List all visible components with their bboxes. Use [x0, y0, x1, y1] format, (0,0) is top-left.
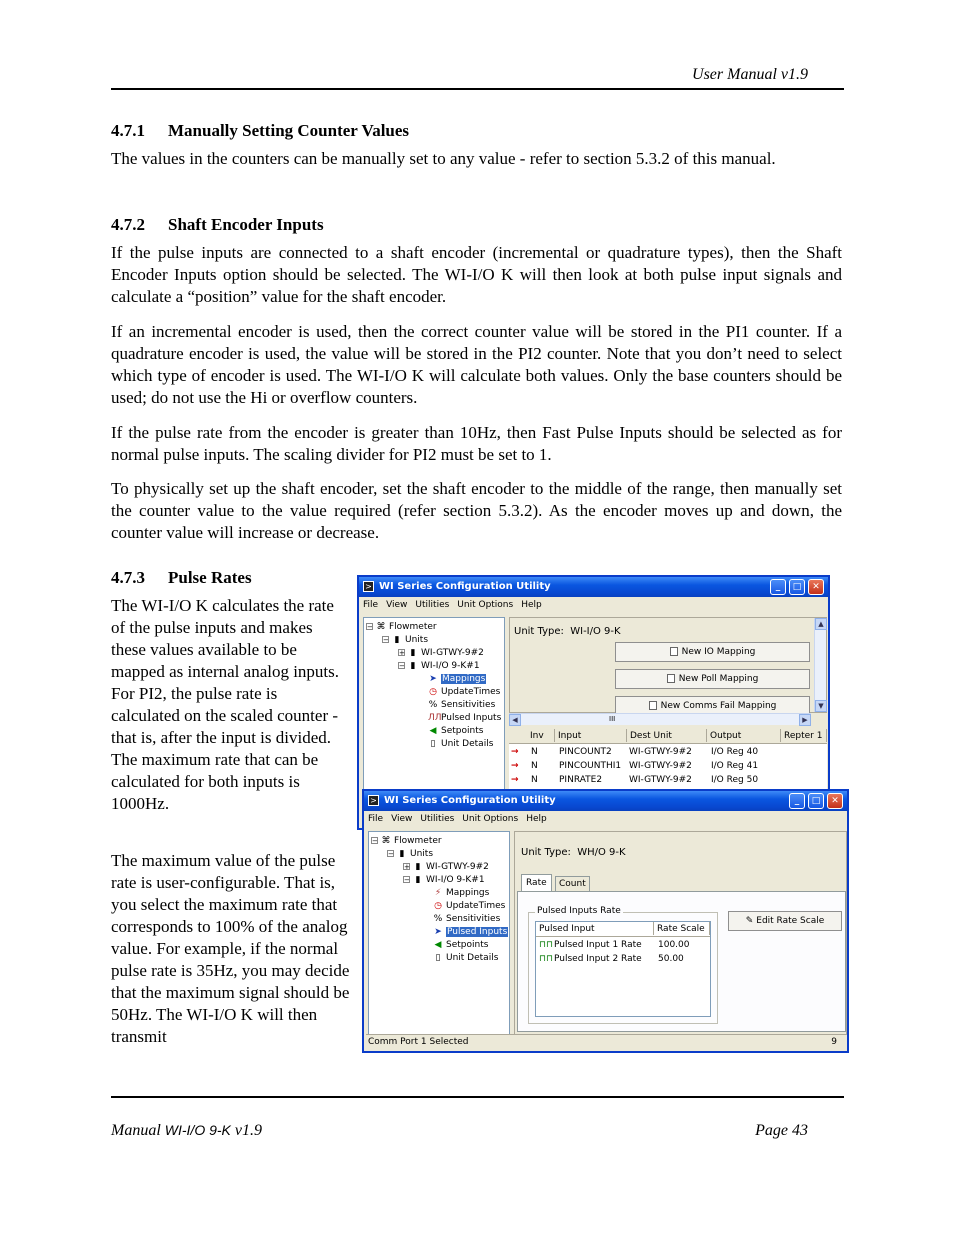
tree-node-units[interactable]: − ▮ Units [383, 634, 429, 645]
tab-rate[interactable]: Rate [521, 874, 552, 891]
clock-icon: ◷ [429, 686, 437, 697]
tree-item-unit-details[interactable]: ▯ Unit Details [428, 738, 493, 751]
close-button[interactable]: ✕ [808, 579, 824, 595]
percent-icon: % [433, 913, 443, 924]
details-icon: ▯ [435, 952, 441, 963]
pulsed-inputs-rate-group [528, 906, 718, 1024]
new-io-mapping-button[interactable]: New IO Mapping [615, 642, 810, 662]
paragraph: The values in the counters can be manually set to any value - refer to section 5.3.2 of this manual. [111, 149, 776, 168]
col-rate-scale[interactable]: Rate Scale [654, 922, 710, 935]
paragraph: The WI-I/O K calculates the rate of the pulse inputs and makes these values available to be mapped as internal analog inputs. For PI2, the pulse rate is calculated on the scaled counter - that is, after the input is divided. The maximum rate that can be calculated for both inputs is 1000Hz. [111, 596, 340, 813]
document-icon [649, 701, 657, 710]
menu-help[interactable]: Help [521, 600, 542, 610]
tree-node-io-unit[interactable]: − ▮ WI-I/O 9-K#1 [404, 874, 485, 885]
edit-rate-scale-button[interactable]: ✎ Edit Rate Scale [728, 911, 842, 931]
menu-utilities[interactable]: Utilities [415, 600, 450, 610]
tree-item-updatetimes[interactable]: ◷ UpdateTimes [429, 686, 501, 697]
scroll-right-icon[interactable]: ▶ [799, 714, 811, 726]
group-title: Pulsed Inputs Rate [537, 906, 621, 916]
scroll-down-icon[interactable]: ▼ [815, 700, 827, 712]
details-icon: ▯ [430, 738, 436, 749]
status-right: 9 [831, 1037, 837, 1047]
table-header [509, 729, 827, 744]
setpoints-icon: ◀ [434, 939, 442, 950]
tree-item-unit-details[interactable]: ▯ Unit Details [433, 952, 498, 965]
section-title: Manually Setting Counter Values [168, 121, 410, 140]
close-button[interactable]: ✕ [827, 793, 843, 809]
footer-left: Manual WI-I/O 9-K v1.9 [111, 1122, 263, 1139]
minimize-button[interactable]: _ [770, 579, 786, 595]
scroll-up-icon[interactable]: ▲ [815, 618, 827, 630]
col-output[interactable]: Output [707, 729, 781, 742]
menu-help[interactable]: Help [526, 814, 547, 824]
col-dest-unit[interactable]: Dest Unit [627, 729, 707, 742]
tree-item-mappings[interactable]: ➤ Mappings [429, 673, 486, 684]
menu-bar [359, 597, 828, 613]
section-number: 4.7.2 [111, 215, 145, 234]
title-bar [359, 577, 828, 597]
window-title: WI Series Configuration Utility [384, 795, 556, 806]
table-row[interactable]: → N PINCOUNTHI1 WI-GTWY-9#2 I/O Reg 41 [511, 761, 759, 771]
menu-view[interactable]: View [386, 600, 408, 610]
mapping-arrow-icon: → [511, 761, 519, 771]
tree-node-units[interactable]: − ▮ Units [388, 848, 434, 859]
tab-panel [517, 891, 846, 1032]
scroll-left-icon[interactable]: ◀ [509, 714, 521, 726]
tree-node-flowmeter[interactable]: − ⌘ Flowmeter [372, 835, 442, 846]
pulse-icon: ⊓⊓ [539, 954, 554, 964]
section-number: 4.7.1 [111, 121, 145, 140]
paragraph: If an incremental encoder is used, then the correct counter value will be stored in the PI1 counter. If a quadrature encoder is used, the value will be stored in the PI2 counter. Note that you don’t need to select which type of encoder is used. The WI-I/O K will calculate both values. Only the base counters should be used; do not use the Hi or overflow counters. [111, 322, 842, 407]
section-title: Pulse Rates [168, 568, 252, 587]
tree-node-flowmeter[interactable]: − ⌘ Flowmeter [367, 621, 437, 632]
col-pulsed-input[interactable]: Pulsed Input [536, 922, 654, 935]
pulse-arrow-icon: ➤ [434, 926, 442, 937]
app-icon: > [368, 795, 379, 806]
window-title: WI Series Configuration Utility [379, 581, 551, 592]
table-row[interactable]: → N PINRATE2 WI-GTWY-9#2 I/O Reg 50 [511, 775, 759, 785]
tree-item-mappings[interactable]: ⚡ Mappings [434, 887, 490, 898]
mapping-arrow-icon: → [511, 775, 519, 785]
col-inv[interactable]: Inv [527, 729, 555, 742]
scroll-thumb[interactable]: III [609, 715, 616, 723]
rate-table [535, 921, 711, 1017]
status-text: Comm Port 1 Selected [368, 1037, 469, 1047]
config-window-pulsed-inputs [362, 789, 849, 1053]
section-title: Shaft Encoder Inputs [168, 215, 324, 234]
footer-rule [111, 1096, 844, 1098]
mapping-arrow-icon: → [511, 747, 519, 757]
table-row[interactable]: → N PINCOUNT2 WI-GTWY-9#2 I/O Reg 40 [511, 747, 759, 757]
section-number: 4.7.3 [111, 568, 145, 587]
percent-icon: % [428, 699, 438, 710]
unit-type: Unit Type: WH/O 9-K [521, 847, 626, 858]
pulse-icon: ЛЛ [428, 712, 442, 723]
tree-item-setpoints[interactable]: ◀ Setpoints [434, 939, 489, 950]
new-poll-mapping-button[interactable]: New Poll Mapping [615, 669, 810, 689]
paragraph: The maximum value of the pulse rate is user-configurable. That is, you select the maximum rate that corresponds to 100% of the analog value. For example, if the normal pulse rate is 35Hz, you may decide that the maximum signal should be 50Hz. The WI-I/O K will then transmit [111, 851, 350, 1046]
col-repeater[interactable]: Repter 1 [781, 729, 827, 742]
heading-4-7-2 [111, 215, 324, 235]
device-icon: ▮ [410, 647, 416, 658]
menu-view[interactable]: View [391, 814, 413, 824]
menu-unit-options[interactable]: Unit Options [457, 600, 514, 610]
tree-node-gateway[interactable]: + ▮ WI-GTWY-9#2 [399, 647, 484, 658]
maximize-button[interactable]: □ [789, 579, 805, 595]
network-icon: ⌘ [376, 621, 386, 632]
menu-unit-options[interactable]: Unit Options [462, 814, 519, 824]
tree-node-gateway[interactable]: + ▮ WI-GTWY-9#2 [404, 861, 489, 872]
vertical-scrollbar[interactable] [814, 618, 826, 712]
menu-utilities[interactable]: Utilities [420, 814, 455, 824]
tree-item-sensitivities[interactable]: % Sensitivities [433, 913, 501, 924]
unit-panel [514, 831, 847, 1035]
unit-tree[interactable] [368, 831, 510, 1035]
unit-type: Unit Type: WI-I/O 9-K [514, 626, 621, 637]
units-icon: ▮ [399, 848, 405, 859]
tree-item-sensitivities[interactable]: % Sensitivities [428, 699, 496, 710]
setpoints-icon: ◀ [429, 725, 437, 736]
edit-icon: ✎ [745, 916, 754, 926]
col-input[interactable]: Input [555, 729, 627, 742]
tree-item-updatetimes[interactable]: ◷ UpdateTimes [434, 900, 506, 911]
tab-count[interactable]: Count [555, 876, 590, 891]
status-bar [366, 1034, 845, 1049]
paragraph: To physically set up the shaft encoder, set the shaft encoder to the middle of the range, then manually set the counter value to the value required (refer section 5.3.2). As the encoder moves up and down, the counter value will increase or decrease. [111, 479, 842, 542]
device-icon: ▮ [415, 861, 421, 872]
tree-item-pulsed-inputs[interactable]: ЛЛPulsed Inputs [428, 712, 502, 723]
unit-panel [509, 617, 827, 713]
table-header [536, 922, 710, 937]
document-icon [670, 647, 678, 656]
paragraph: If the pulse inputs are connected to a shaft encoder (incremental or quadrature types), then the Shaft Encoder Inputs option should be selected. The WI-I/O K will then look at both pulse input signals and calculate a “position” value for the shaft encoder. [111, 243, 842, 306]
tree-node-io-unit[interactable]: − ▮ WI-I/O 9-K#1 [399, 660, 480, 671]
heading-4-7-3 [111, 568, 252, 588]
device-icon: ▮ [415, 874, 421, 885]
app-icon: > [363, 581, 374, 592]
tree-item-setpoints[interactable]: ◀ Setpoints [429, 725, 484, 736]
running-header: User Manual v1.9 [692, 66, 808, 83]
minimize-button[interactable]: _ [789, 793, 805, 809]
network-icon: ⌘ [381, 835, 391, 846]
table-row[interactable]: ⊓⊓ Pulsed Input 1 Rate 100.00 [539, 940, 690, 950]
pulse-icon: ⊓⊓ [539, 940, 554, 950]
maximize-button[interactable]: □ [808, 793, 824, 809]
menu-file[interactable]: File [363, 600, 379, 610]
mappings-icon: ⚡ [434, 887, 442, 898]
document-icon [667, 674, 675, 683]
mappings-icon: ➤ [429, 673, 437, 684]
page-number: Page 43 [755, 1122, 808, 1139]
table-row[interactable]: ⊓⊓ Pulsed Input 2 Rate 50.00 [539, 954, 684, 964]
tree-item-pulsed-inputs[interactable]: ➤ Pulsed Inputs [434, 926, 508, 937]
new-comms-fail-mapping-button[interactable]: New Comms Fail Mapping [615, 696, 810, 716]
heading-4-7-1 [111, 121, 409, 141]
title-bar [364, 791, 847, 811]
device-icon: ▮ [410, 660, 416, 671]
horizontal-scrollbar[interactable] [509, 713, 811, 725]
units-icon: ▮ [394, 634, 400, 645]
menu-file[interactable]: File [368, 814, 384, 824]
paragraph: If the pulse rate from the encoder is greater than 10Hz, then Fast Pulse Inputs should be selected as for normal pulse inputs. The scaling divider for PI2 must be set to 1. [111, 423, 842, 464]
clock-icon: ◷ [434, 900, 442, 911]
menu-bar [364, 811, 847, 827]
header-rule [111, 88, 844, 90]
